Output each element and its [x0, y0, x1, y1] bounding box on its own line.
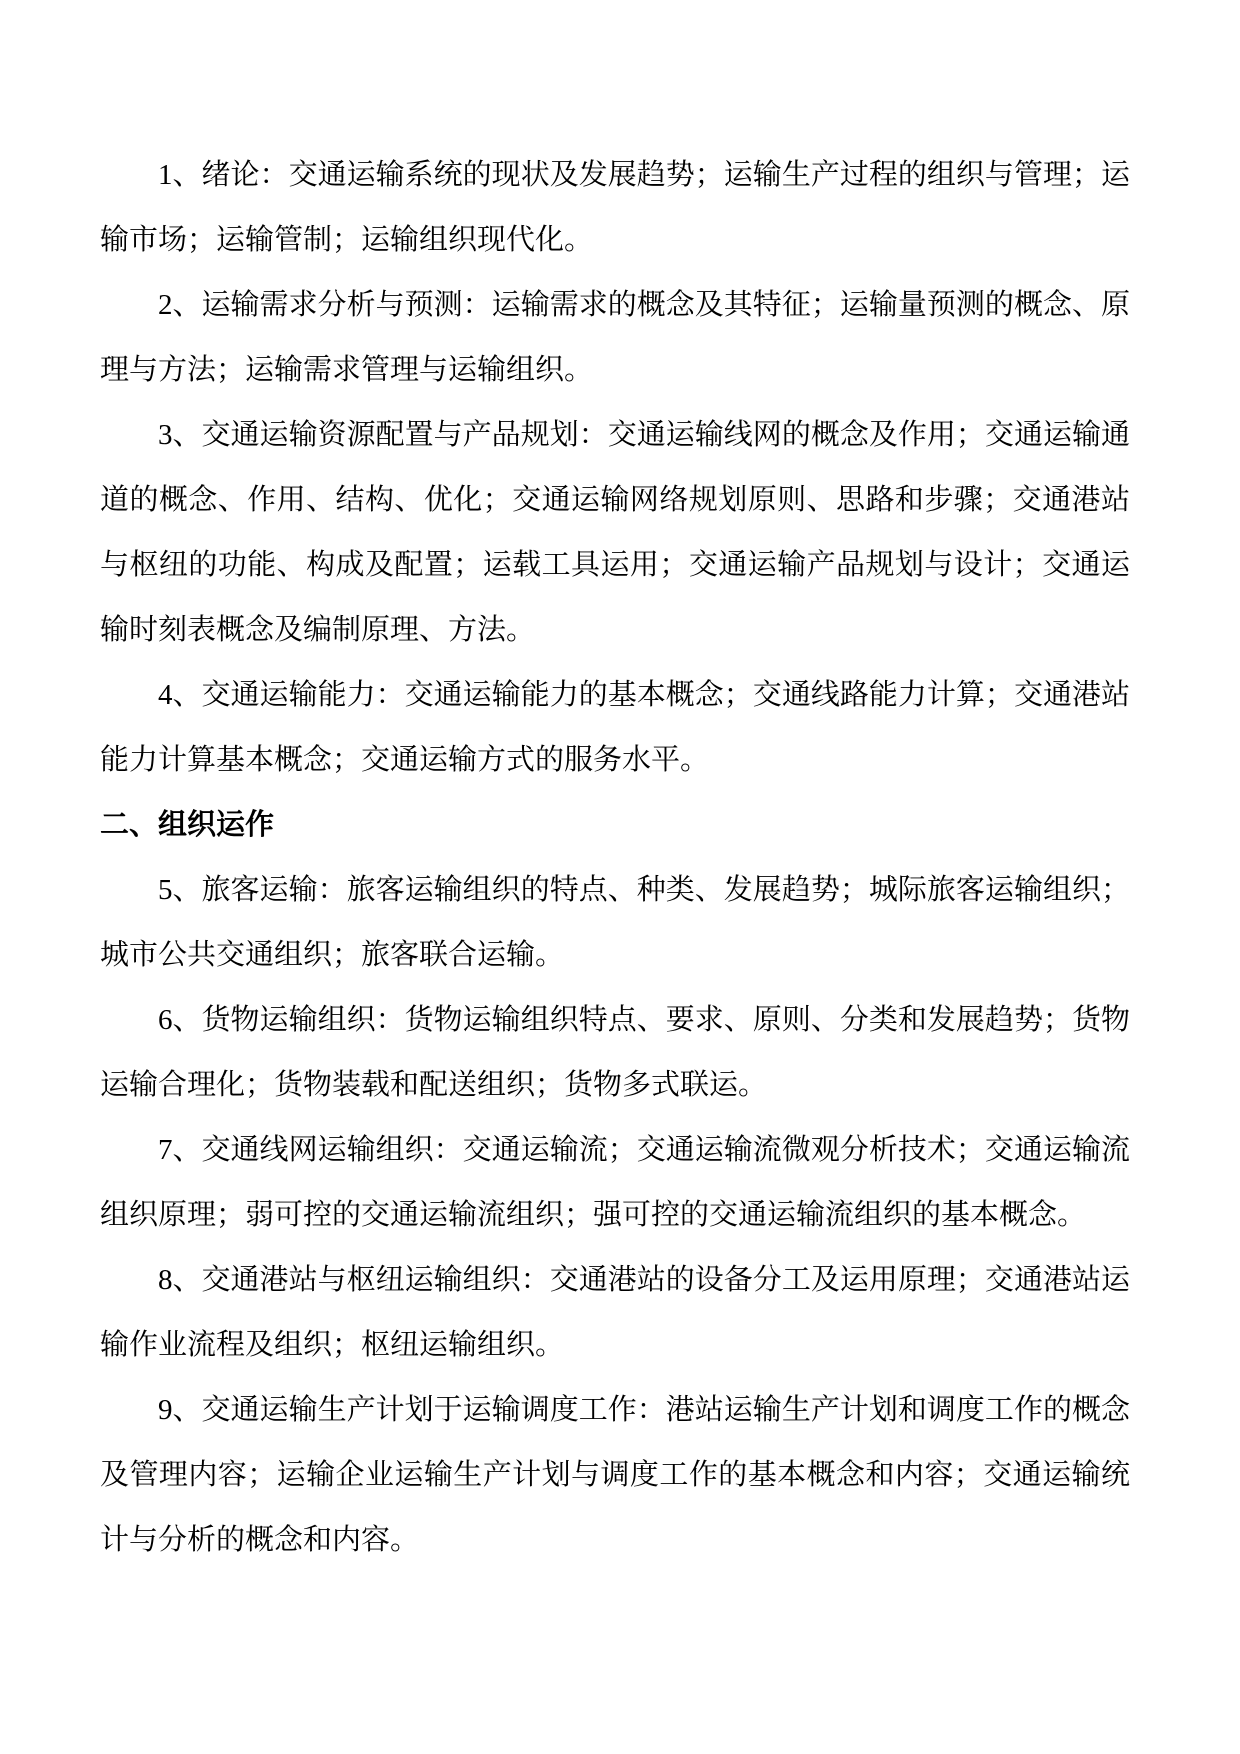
paragraph-6-freight-transport: 6、货物运输组织：货物运输组织特点、要求、原则、分类和发展趋势；货物运输合理化；货物装载和配送组织；货物多式联运。	[100, 1004, 1130, 1101]
paragraph-7-network-transport-organization: 7、交通线网运输组织：交通运输流；交通运输流微观分析技术；交通运输流组织原理；弱可控的交通运输流组织；强可控的交通运输流组织的基本概念。	[100, 1134, 1130, 1231]
paragraph-8-port-station-hub: 8、交通港站与枢纽运输组织：交通港站的设备分工及运用原理；交通港站运输作业流程及组织；枢纽运输组织。	[100, 1264, 1130, 1361]
paragraph-1-introduction: 1、绪论：交通运输系统的现状及发展趋势；运输生产过程的组织与管理；运输市场；运输管制；运输组织现代化。	[100, 159, 1130, 256]
section-heading-organization-operation: 二、组织运作	[100, 809, 275, 841]
document-text-block	[100, 143, 1130, 1573]
paragraph-5-passenger-transport: 5、旅客运输：旅客运输组织的特点、种类、发展趋势；城际旅客运输组织；城市公共交通组织；旅客联合运输。	[100, 874, 1130, 971]
paragraph-9-production-plan-dispatch: 9、交通运输生产计划于运输调度工作：港站运输生产计划和调度工作的概念及管理内容；运输企业运输生产计划与调度工作的基本概念和内容；交通运输统计与分析的概念和内容。	[100, 1394, 1130, 1556]
paragraph-4-transport-capacity: 4、交通运输能力：交通运输能力的基本概念；交通线路能力计算；交通港站能力计算基本概念；交通运输方式的服务水平。	[100, 679, 1130, 776]
paragraph-3-resource-allocation: 3、交通运输资源配置与产品规划：交通运输线网的概念及作用；交通运输通道的概念、作用、结构、优化；交通运输网络规划原则、思路和步骤；交通港站与枢纽的功能、构成及配置；运载工具运用；交通运输产品规划与设计；交通运输时刻表概念及编制原理、方法。	[100, 419, 1130, 646]
paragraph-2-demand-analysis: 2、运输需求分析与预测：运输需求的概念及其特征；运输量预测的概念、原理与方法；运输需求管理与运输组织。	[100, 289, 1130, 386]
